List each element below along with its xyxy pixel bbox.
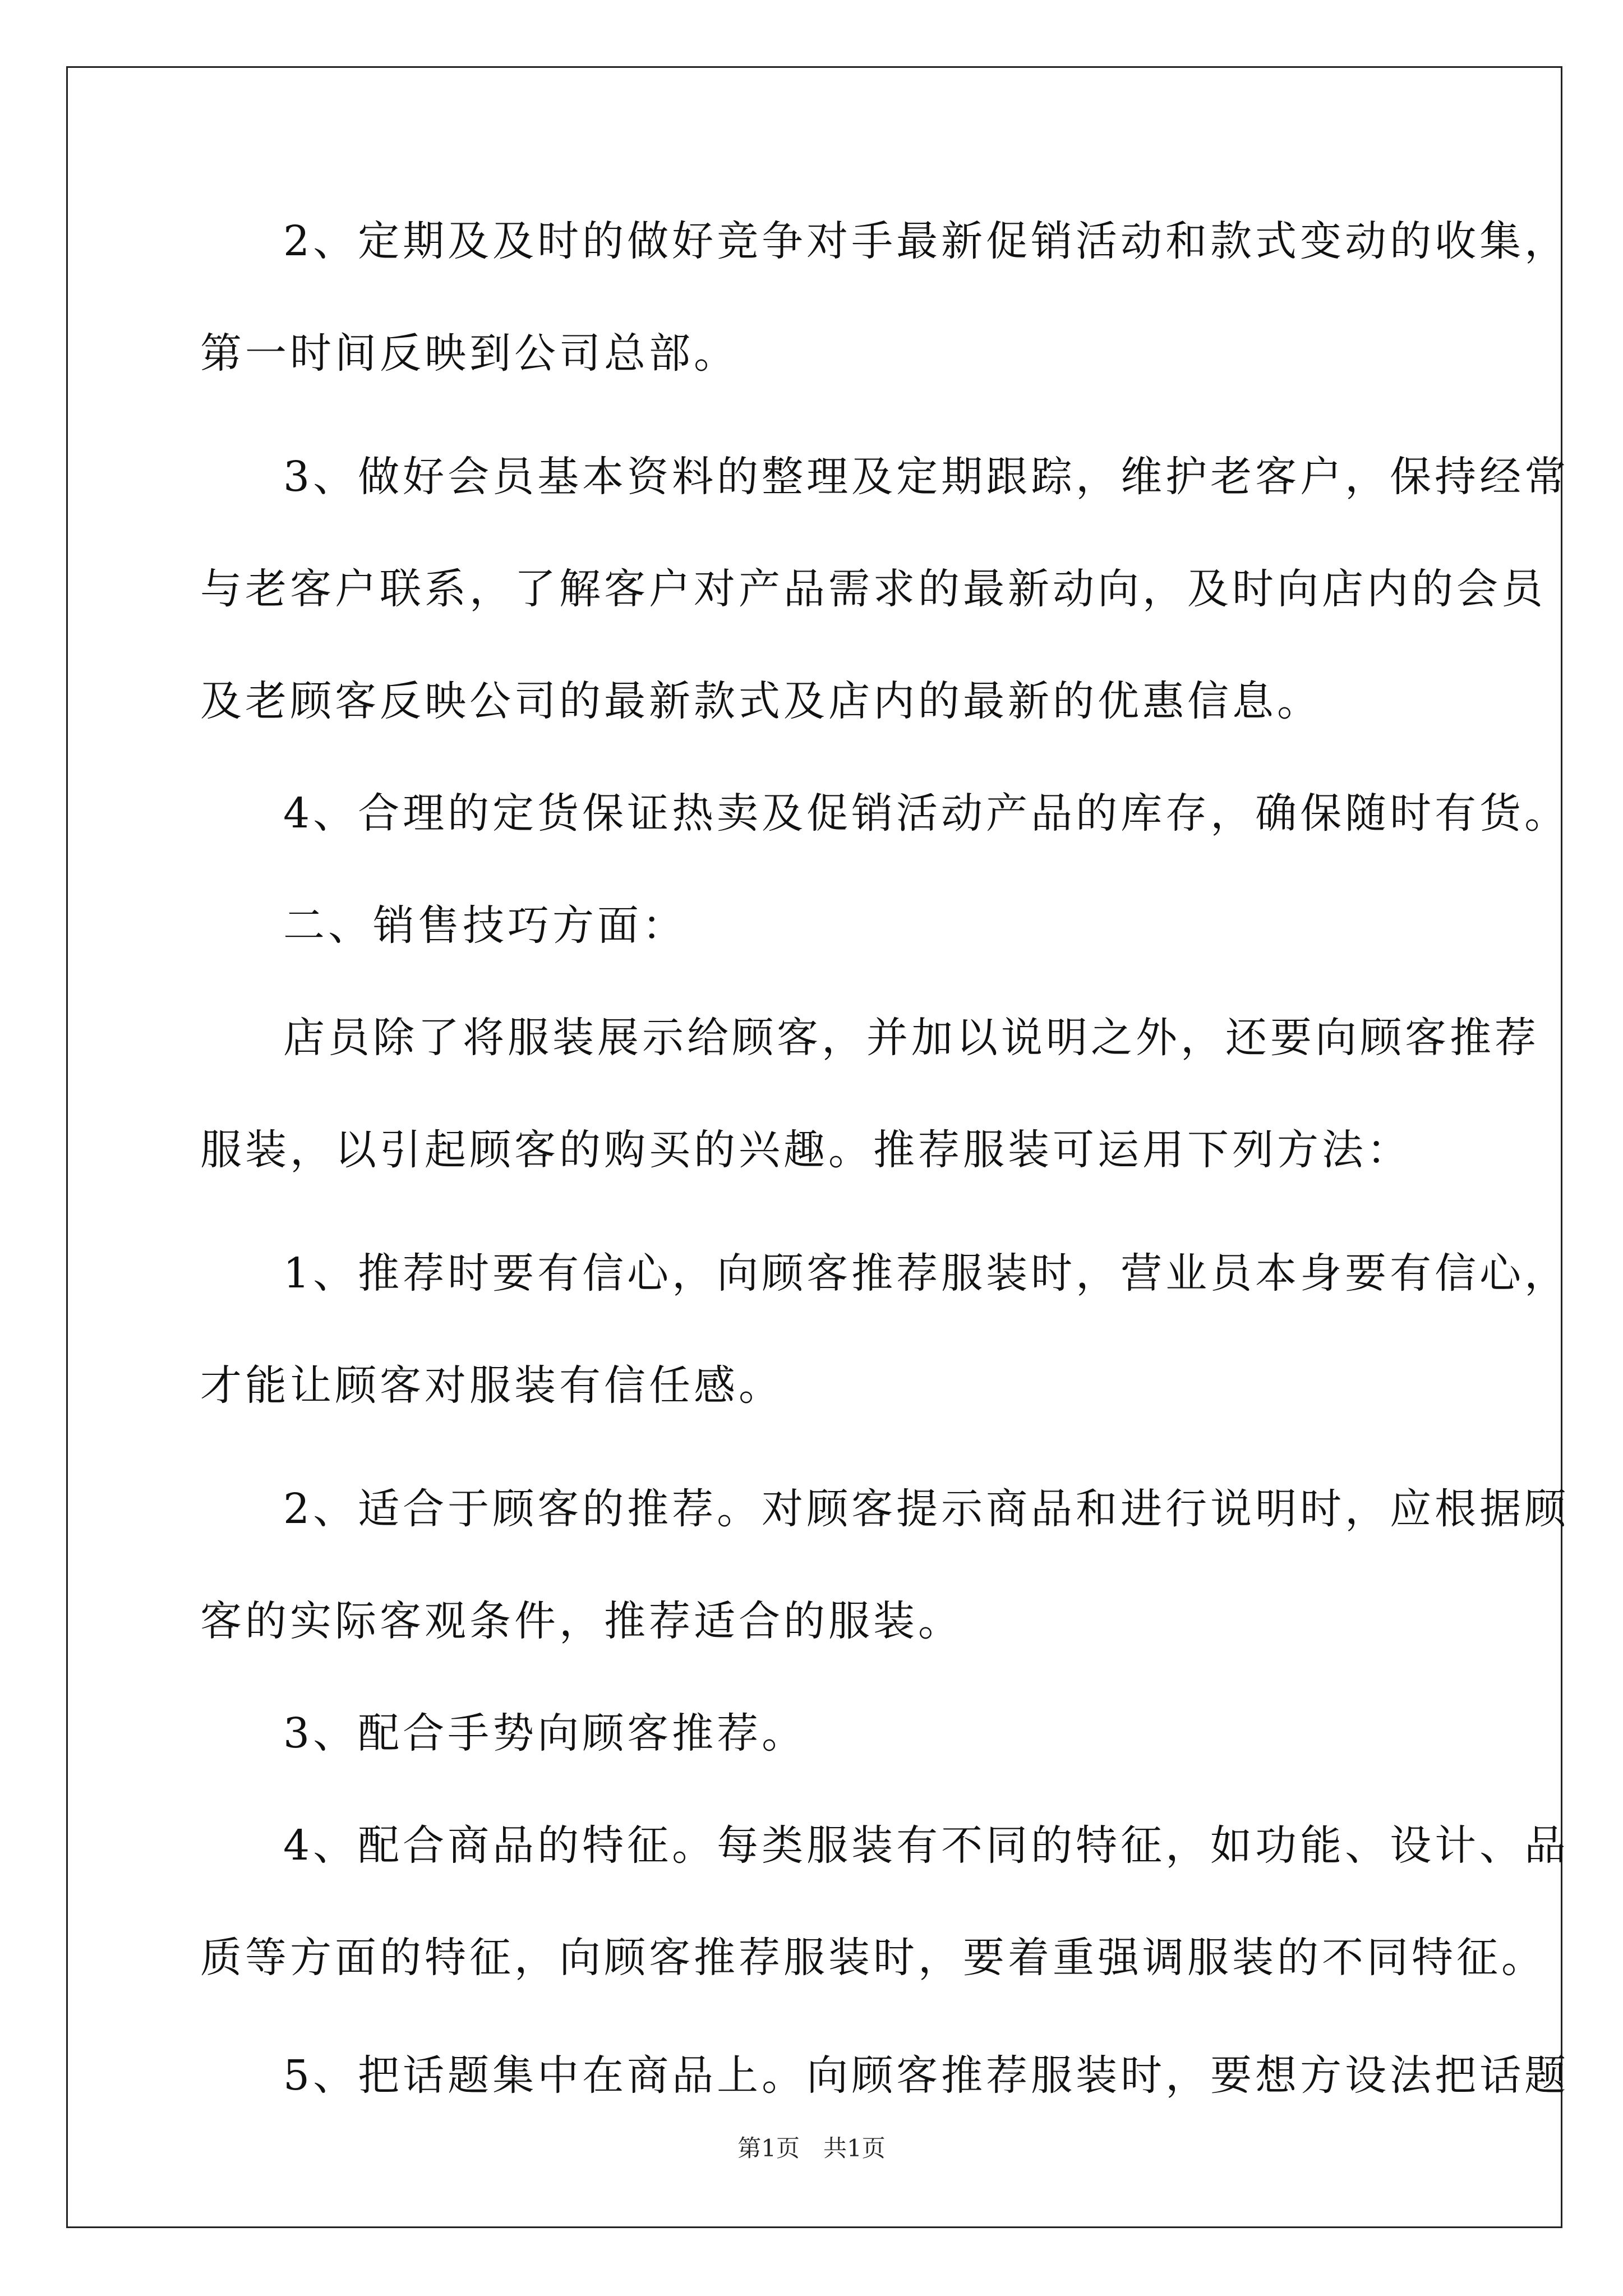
page-number-footer: 第1页 共1页 (737, 2134, 886, 2162)
text-line: 客的实际客观条件，推荐适合的服装。 (200, 1597, 963, 1645)
text-line: 质等方面的特征，向顾客推荐服装时，要着重强调服装的不同特征。 (200, 1934, 1546, 1982)
text-line: 服装，以引起顾客的购买的兴趣。推荐服装可运用下列方法： (200, 1126, 1412, 1174)
section-heading: 二、销售技巧方面： (283, 901, 687, 950)
text-line: 3、做好会员基本资料的整理及定期跟踪，维护老客户，保持经常 (283, 453, 1570, 501)
text-line: 3、配合手势向顾客推荐。 (283, 1709, 807, 1757)
text-line: 第一时间反映到公司总部。 (200, 329, 739, 378)
text-line: 才能让顾客对服装有信任感。 (200, 1361, 783, 1410)
text-line: 5、把话题集中在商品上。向顾客推荐服装时，要想方设法把话题 (283, 2051, 1570, 2100)
text-line: 2、定期及及时的做好竞争对手最新促销活动和款式变动的收集， (283, 217, 1570, 265)
text-line: 4、配合商品的特征。每类服装有不同的特征，如功能、设计、品 (283, 1821, 1570, 1870)
text-line: 1、推荐时要有信心，向顾客推荐服装时，营业员本身要有信心， (283, 1249, 1570, 1297)
text-line: 4、合理的定货保证热卖及促销活动产品的库存，确保随时有货。 (283, 789, 1570, 838)
text-line: 2、适合于顾客的推荐。对顾客提示商品和进行说明时，应根据顾 (283, 1485, 1570, 1533)
text-line: 与老客户联系，了解客户对产品需求的最新动向，及时向店内的会员 (200, 565, 1546, 613)
text-line: 及老顾客反映公司的最新款式及店内的最新的优惠信息。 (200, 677, 1322, 725)
text-line: 店员除了将服装展示给顾客，并加以说明之外，还要向顾客推荐 (283, 1014, 1539, 1062)
